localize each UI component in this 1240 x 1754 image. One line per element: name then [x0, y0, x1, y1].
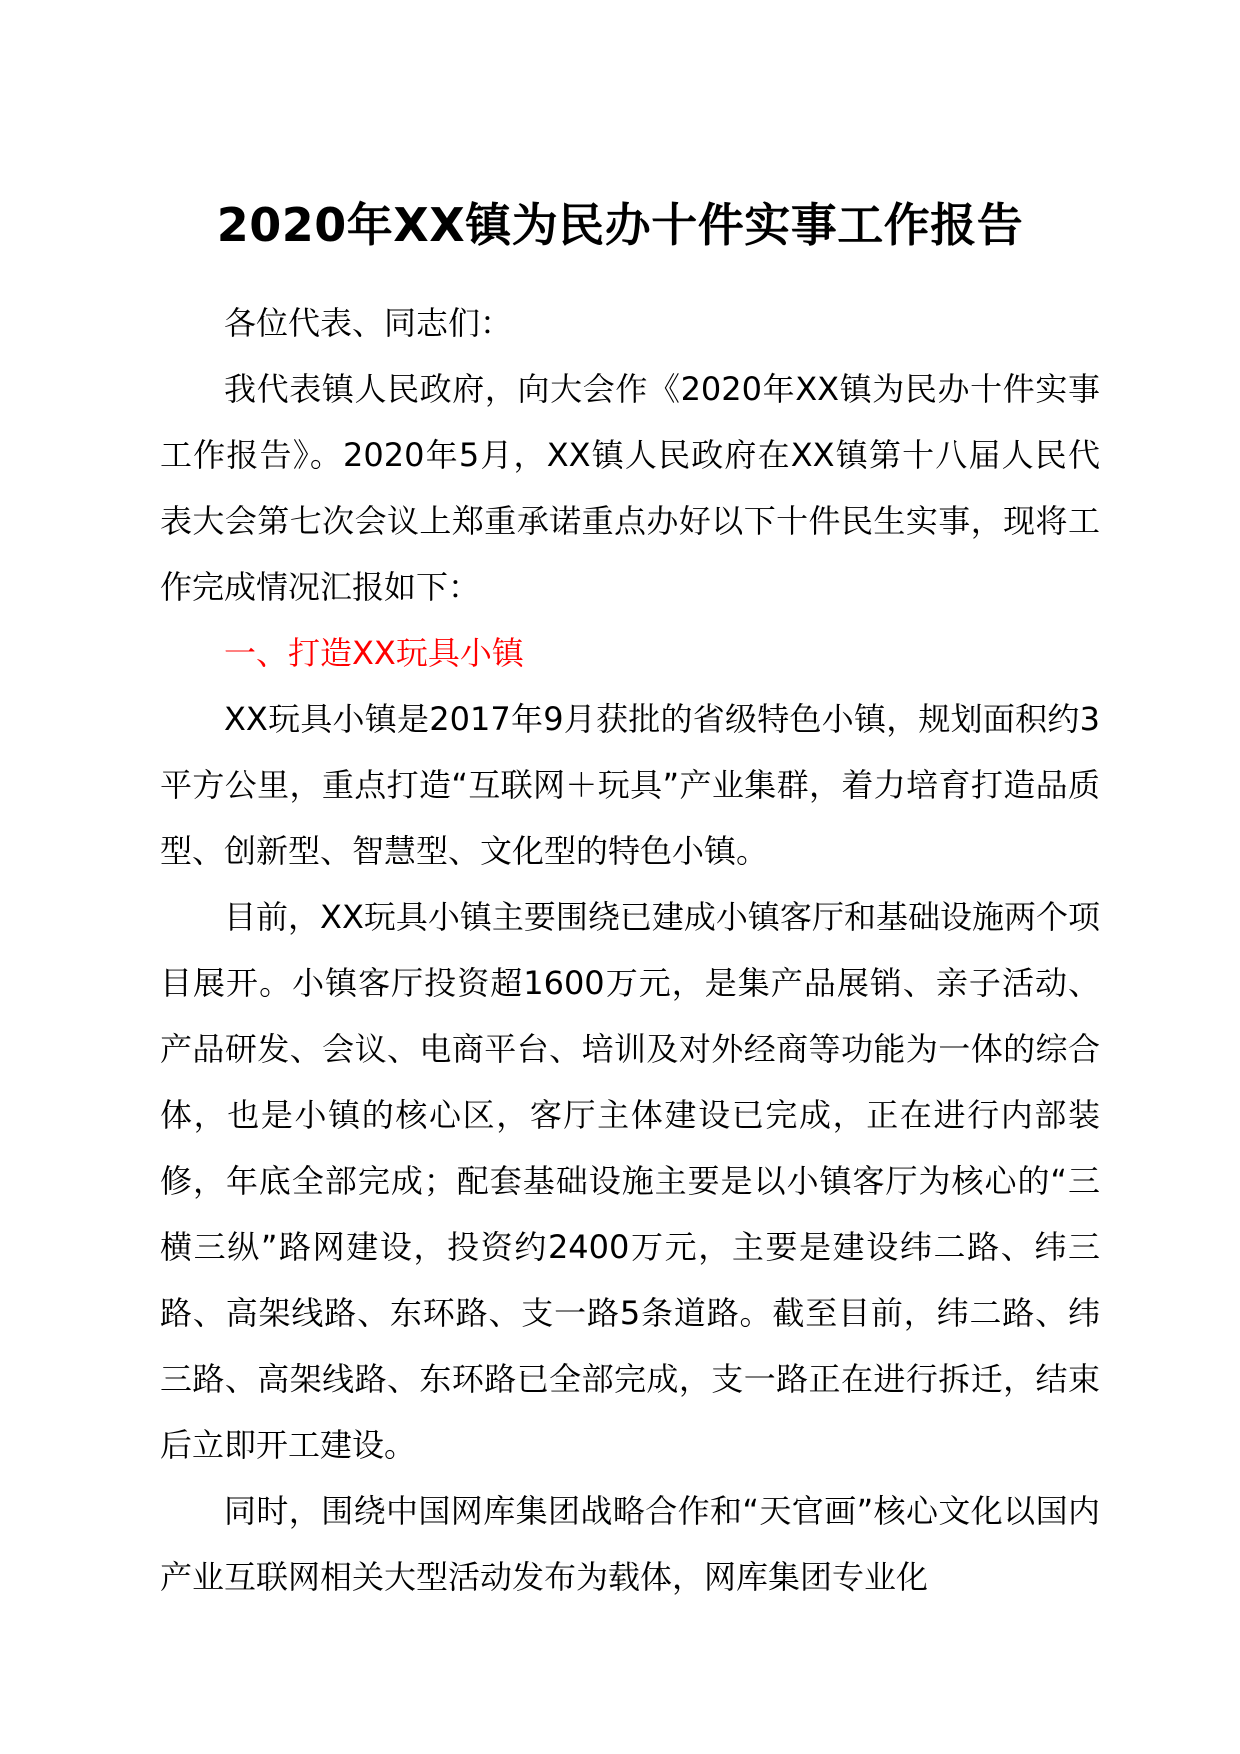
document-title: 2020年XX镇为民办十件实事工作报告 [216, 198, 1024, 252]
section-paragraph: 同时，围绕中国网库集团战略合作和“天官画”核心文化以国内产业互联网相关大型活动发布为载体，网库集团专业化 [160, 1492, 1100, 1596]
section-paragraph: XX玩具小镇是2017年9月获批的省级特色小镇，规划面积约3平方公里，重点打造“互联网＋玩具”产业集群，着力培育打造品质型、创新型、智慧型、文化型的特色小镇。 [160, 700, 1100, 870]
section-heading: 一、打造XX玩具小镇 [224, 634, 524, 672]
intro-paragraph: 我代表镇人民政府，向大会作《2020年XX镇为民办十件实事工作报告》。2020年5月，XX镇人民政府在XX镇第十八届人民代表大会第七次会议上郑重承诺重点办好以下十件民生实事，现将工作完成情况汇报如下： [160, 370, 1100, 606]
document-body [160, 290, 1100, 1610]
section-paragraph: 目前，XX玩具小镇主要围绕已建成小镇客厅和基础设施两个项目展开。小镇客厅投资超1600万元，是集产品展销、亲子活动、产品研发、会议、电商平台、培训及对外经商等功能为一体的综合体，也是小镇的核心区，客厅主体建设已完成，正在进行内部装修，年底全部完成；配套基础设施主要是以小镇客厅为核心的“三横三纵”路网建设，投资约2400万元，主要是建设纬二路、纬三路、高架线路、东环路、支一路5条道路。截至目前，纬二路、纬三路、高架线路、东环路已全部完成，支一路正在进行拆迁，结束后立即开工建设。 [160, 898, 1100, 1464]
salutation: 各位代表、同志们： [224, 304, 513, 342]
